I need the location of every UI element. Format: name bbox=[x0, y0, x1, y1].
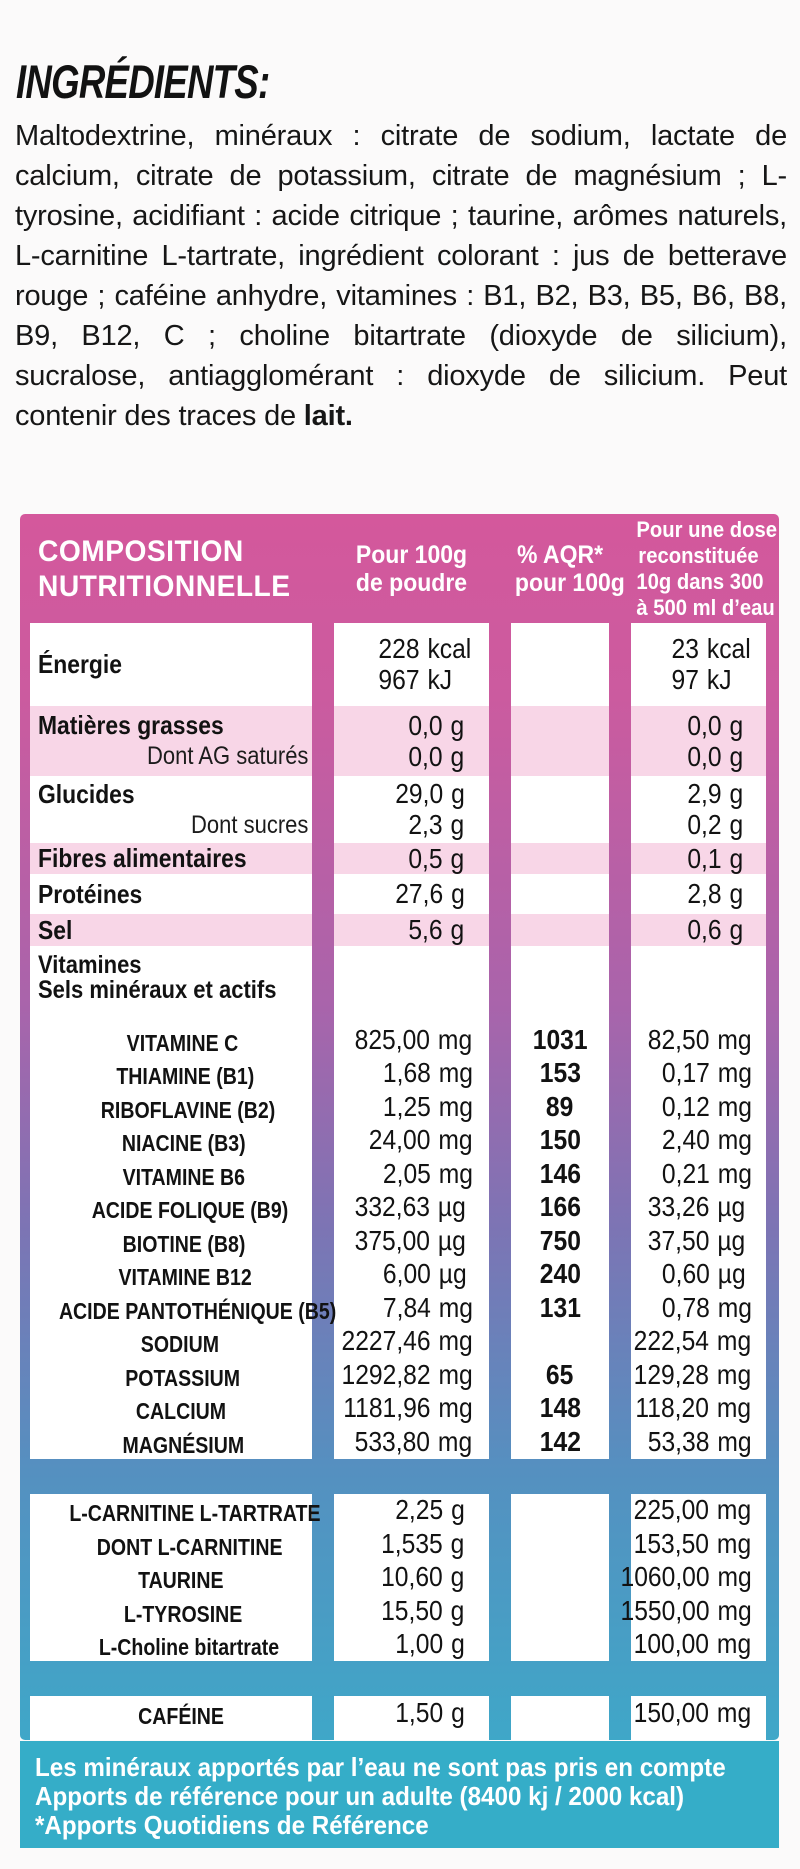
section-heading-row bbox=[30, 946, 766, 1023]
per-100g-cell bbox=[334, 1023, 489, 1057]
vitamin-row bbox=[30, 1224, 766, 1258]
value: 1292,82 mg bbox=[341, 1358, 473, 1390]
per-100g-cell bbox=[334, 1594, 489, 1628]
macro-row bbox=[30, 776, 766, 843]
value-aqr: 146 bbox=[539, 1157, 581, 1189]
dose-cell bbox=[631, 843, 766, 874]
value: 23 kcal bbox=[671, 633, 751, 664]
aqr-cell bbox=[511, 1594, 609, 1628]
row-label: Sel bbox=[38, 914, 73, 945]
row-label: POTASSIUM bbox=[125, 1364, 241, 1391]
value: 5,6 g bbox=[408, 914, 465, 945]
per-100g-cell bbox=[334, 1157, 489, 1191]
dose-cell bbox=[631, 1291, 766, 1325]
vitamin-row bbox=[30, 1628, 766, 1662]
aqr-cell bbox=[511, 1325, 609, 1359]
dose-cell bbox=[620, 1594, 766, 1628]
value: 118,20 mg bbox=[635, 1392, 752, 1424]
row-label: L-Choline bitartrate bbox=[98, 1634, 280, 1660]
row-label-cell bbox=[30, 1258, 312, 1292]
table-title-line1: COMPOSITION bbox=[38, 534, 244, 568]
dose-cell bbox=[631, 874, 766, 914]
row-label: Fibres alimentaires bbox=[38, 843, 247, 873]
dose-cell bbox=[631, 1358, 766, 1392]
dose-cell bbox=[631, 1224, 766, 1258]
row-label: SODIUM bbox=[140, 1331, 219, 1357]
aqr-cell bbox=[511, 1124, 609, 1158]
aqr-cell bbox=[511, 623, 609, 706]
value: 0,17 mg bbox=[661, 1057, 752, 1089]
value: 37,50 µg bbox=[647, 1224, 746, 1256]
filler-row bbox=[30, 1730, 766, 1741]
value: 1181,96 mg bbox=[343, 1392, 473, 1424]
dose-cell bbox=[620, 1561, 766, 1595]
ingredients-text: Maltodextrine, minéraux : citrate de sodium, lactate de calcium, citrate de potassium, citrate de magnésium ; L-tyrosine, acidifiant : acide citrique ; taurine, arômes naturels, L-carnitine L-tartrate, ingrédient colorant : jus de betterave rouge ; caféine anhydre, vitamines : B1, B2, B3, B5, B6, B8, B9, B12, C ; choline bitartrate (dioxyde de silicium), sucralose, antiagglomérant : dioxyde de silicium. Peut contenir des traces de bbox=[15, 120, 787, 432]
value: 0,60 µg bbox=[661, 1258, 746, 1290]
value-aqr: 89 bbox=[546, 1090, 574, 1122]
value-aqr: 1031 bbox=[532, 1023, 588, 1055]
row-label-cell bbox=[30, 914, 312, 946]
vitamin-row bbox=[30, 1696, 766, 1730]
macro-row bbox=[30, 874, 766, 914]
col-header-dose: Pour une dose reconstituée 10g dans 300 à 500 ml d’eau bbox=[636, 517, 777, 620]
per-100g-cell bbox=[334, 1392, 489, 1426]
value: 150,00 mg bbox=[633, 1696, 752, 1728]
value-aqr: 153 bbox=[539, 1057, 581, 1089]
table-title-line2: NUTRITIONNELLE bbox=[38, 569, 291, 603]
table-header bbox=[30, 514, 777, 623]
row-label: L-TYROSINE bbox=[124, 1600, 243, 1627]
aqr-cell bbox=[511, 1494, 609, 1528]
value: 129,28 mg bbox=[633, 1358, 752, 1390]
dose-cell bbox=[631, 1325, 766, 1359]
aqr-cell bbox=[511, 1090, 609, 1124]
vitamin-row bbox=[30, 1157, 766, 1191]
footnote bbox=[20, 1741, 779, 1848]
dose-cell bbox=[631, 1494, 766, 1528]
value: 97 kJ bbox=[671, 664, 732, 695]
value-aqr: 240 bbox=[539, 1258, 581, 1290]
dose-cell bbox=[631, 1157, 766, 1191]
value: 225,00 mg bbox=[633, 1494, 752, 1526]
dose-cell bbox=[631, 1023, 766, 1057]
footnote-line2: Apports de référence pour un adulte (8400 kj / 2000 kcal) bbox=[35, 1781, 685, 1811]
vitamin-row bbox=[30, 1057, 766, 1091]
dose-cell bbox=[631, 1191, 766, 1225]
value: 0,2 g bbox=[687, 809, 744, 840]
value: 1550,00 mg bbox=[620, 1594, 752, 1626]
value: 0,6 g bbox=[687, 914, 744, 945]
row-label-cell bbox=[30, 1057, 312, 1091]
row-label: VITAMINE B6 bbox=[122, 1163, 245, 1190]
value: 2,8 g bbox=[687, 878, 744, 909]
footnote-line1: Les minéraux apportés par l’eau ne sont pas pris en compte bbox=[35, 1752, 726, 1782]
row-label: CALCIUM bbox=[135, 1398, 227, 1424]
dose-cell bbox=[631, 1057, 766, 1091]
aqr-cell bbox=[511, 1392, 609, 1426]
aqr-cell bbox=[511, 1561, 609, 1595]
row-label-cell bbox=[30, 1494, 321, 1528]
row-label-cell bbox=[30, 1696, 312, 1730]
per-100g-cell bbox=[334, 1358, 489, 1392]
table-title bbox=[30, 514, 312, 623]
per-100g-cell bbox=[334, 1124, 489, 1158]
vitamin-row bbox=[30, 1023, 766, 1057]
per-100g-cell bbox=[334, 706, 489, 776]
value: 0,1 g bbox=[687, 842, 744, 874]
dose-cell bbox=[631, 1090, 766, 1124]
value-aqr: 166 bbox=[539, 1191, 581, 1223]
row-label: TAURINE bbox=[137, 1567, 224, 1593]
row-label-cell bbox=[30, 1527, 312, 1561]
row-label-cell bbox=[30, 1291, 337, 1325]
value: 15,50 g bbox=[381, 1594, 465, 1626]
macro-row bbox=[30, 843, 766, 874]
value: 1,00 g bbox=[394, 1628, 465, 1660]
vitamin-row bbox=[30, 1124, 766, 1158]
vitamin-row bbox=[30, 1561, 766, 1595]
per-100g-cell bbox=[334, 1628, 489, 1662]
row-label-cell bbox=[30, 706, 312, 776]
row-label: RIBOFLAVINE (B2) bbox=[101, 1096, 276, 1123]
per-100g-cell bbox=[334, 1696, 489, 1730]
value: 53,38 mg bbox=[647, 1425, 752, 1457]
aqr-cell bbox=[511, 1023, 609, 1057]
nutrition-table bbox=[20, 514, 779, 1740]
dose-cell bbox=[631, 1628, 766, 1662]
vitamin-row bbox=[30, 1527, 766, 1561]
aqr-cell bbox=[511, 776, 609, 843]
value: 27,6 g bbox=[394, 878, 465, 909]
value-aqr: 142 bbox=[539, 1425, 581, 1457]
ingredients-allergen: lait. bbox=[303, 400, 353, 432]
value: 332,63 µg bbox=[354, 1191, 467, 1223]
dose-cell bbox=[631, 1258, 766, 1292]
macro-row bbox=[30, 706, 766, 776]
dose-cell bbox=[631, 1527, 766, 1561]
value: 222,54 mg bbox=[633, 1325, 752, 1357]
col-header-aqr: % AQR* pour 100g bbox=[514, 540, 625, 597]
vitamin-row bbox=[30, 1594, 766, 1628]
aqr-cell bbox=[511, 1358, 609, 1392]
value: 1,535 g bbox=[381, 1527, 465, 1559]
dose-cell bbox=[631, 706, 766, 776]
dose-cell bbox=[631, 776, 766, 843]
per-100g-cell bbox=[334, 1258, 489, 1292]
value: 33,26 µg bbox=[647, 1191, 746, 1223]
per-100g-cell bbox=[334, 776, 489, 843]
value: 2,40 mg bbox=[661, 1124, 752, 1156]
row-label-cell bbox=[30, 1090, 312, 1124]
value-aqr: 65 bbox=[546, 1358, 574, 1390]
col-header-per-100g: Pour 100g de poudre bbox=[355, 540, 468, 597]
value-aqr: 750 bbox=[539, 1224, 581, 1256]
per-100g-cell bbox=[334, 623, 489, 706]
row-label-cell bbox=[30, 623, 312, 706]
aqr-cell bbox=[511, 1291, 609, 1325]
value: 0,0 g bbox=[408, 740, 465, 772]
macro-row bbox=[30, 914, 766, 946]
row-label-cell bbox=[30, 874, 312, 914]
per-100g-cell bbox=[334, 1561, 489, 1595]
row-label: ACIDE PANTOTHÉNIQUE (B5) bbox=[58, 1297, 337, 1324]
vitamin-row bbox=[30, 1325, 766, 1359]
section-heading-line: Vitamines bbox=[38, 951, 142, 979]
value: 2,25 g bbox=[394, 1494, 465, 1526]
value: 2,05 mg bbox=[382, 1157, 473, 1189]
row-label-cell bbox=[30, 1358, 312, 1392]
value: 2227,46 mg bbox=[341, 1325, 473, 1357]
per-100g-cell bbox=[334, 1325, 489, 1359]
footnote-line3: *Apports Quotidiens de Référence bbox=[35, 1810, 429, 1840]
value: 375,00 µg bbox=[354, 1224, 467, 1256]
row-label: Protéines bbox=[38, 878, 143, 909]
value: 2,3 g bbox=[408, 809, 465, 840]
row-sublabel: Dont sucres bbox=[190, 810, 308, 839]
per-100g-cell bbox=[334, 1191, 489, 1225]
vitamin-row bbox=[30, 1291, 766, 1325]
value: 0,0 g bbox=[687, 709, 744, 741]
dose-cell bbox=[631, 623, 766, 706]
row-sublabel: Dont AG saturés bbox=[146, 742, 308, 770]
row-label-cell bbox=[30, 776, 312, 843]
value: 1060,00 mg bbox=[620, 1561, 752, 1593]
aqr-cell bbox=[511, 1696, 609, 1730]
aqr-cell bbox=[511, 1224, 609, 1258]
row-label: VITAMINE B12 bbox=[118, 1264, 252, 1290]
dose-cell bbox=[631, 1425, 766, 1459]
value-aqr: 131 bbox=[539, 1291, 581, 1323]
ingredients-paragraph bbox=[15, 116, 787, 436]
section-heading-line: Sels minéraux et actifs bbox=[38, 976, 277, 1004]
aqr-cell bbox=[511, 914, 609, 946]
vitamin-row bbox=[30, 1090, 766, 1124]
aqr-cell bbox=[511, 1157, 609, 1191]
value: 825,00 mg bbox=[354, 1023, 473, 1055]
row-label: L-CARNITINE L-TARTRATE bbox=[69, 1500, 321, 1526]
row-label: ACIDE FOLIQUE (B9) bbox=[92, 1197, 289, 1223]
value: 10,60 g bbox=[381, 1561, 465, 1593]
macro-row bbox=[30, 623, 766, 706]
dose-cell bbox=[631, 1696, 766, 1730]
row-label-cell bbox=[30, 1191, 312, 1225]
value: 0,21 mg bbox=[661, 1157, 752, 1189]
value: 967 kJ bbox=[378, 664, 453, 695]
aqr-cell bbox=[511, 706, 609, 776]
row-label: Matières grasses bbox=[38, 710, 224, 740]
row-label: Glucides bbox=[38, 778, 135, 809]
vitamin-row bbox=[30, 1392, 766, 1426]
aqr-cell bbox=[511, 1628, 609, 1662]
aqr-cell bbox=[511, 843, 609, 874]
value-aqr: 148 bbox=[539, 1392, 581, 1424]
aqr-cell bbox=[511, 1527, 609, 1561]
value: 533,80 mg bbox=[354, 1425, 473, 1457]
aqr-cell bbox=[511, 1258, 609, 1292]
value: 0,0 g bbox=[687, 740, 744, 772]
per-100g-cell bbox=[334, 1291, 489, 1325]
ingredients-title: INGRÉDIENTS: bbox=[16, 55, 270, 108]
per-100g-cell bbox=[334, 914, 489, 946]
value: 24,00 mg bbox=[368, 1124, 473, 1156]
value: 100,00 mg bbox=[633, 1628, 752, 1660]
per-100g-cell bbox=[334, 1494, 489, 1528]
row-label-cell bbox=[30, 1157, 312, 1191]
value: 6,00 µg bbox=[382, 1258, 467, 1290]
row-label: CAFÉINE bbox=[137, 1702, 224, 1729]
value: 228 kcal bbox=[378, 633, 472, 664]
vitamin-row bbox=[30, 1258, 766, 1292]
value-aqr: 150 bbox=[539, 1124, 581, 1156]
row-label-cell bbox=[30, 1425, 312, 1459]
value: 0,5 g bbox=[408, 842, 465, 874]
value: 0,12 mg bbox=[661, 1090, 752, 1122]
row-label-cell bbox=[30, 843, 312, 874]
per-100g-cell bbox=[334, 1224, 489, 1258]
section-heading-cell bbox=[30, 946, 312, 1023]
value: 2,9 g bbox=[687, 778, 744, 809]
dose-cell bbox=[631, 1392, 766, 1426]
row-label-cell bbox=[30, 1628, 312, 1662]
row-label-cell bbox=[30, 1224, 312, 1258]
per-100g-cell bbox=[334, 874, 489, 914]
row-label: THIAMINE (B1) bbox=[116, 1063, 255, 1089]
vitamin-row bbox=[30, 1191, 766, 1225]
value: 1,68 mg bbox=[382, 1057, 473, 1089]
row-label-cell bbox=[30, 1594, 312, 1628]
row-label-cell bbox=[30, 1392, 312, 1426]
row-label: NIACINE (B3) bbox=[122, 1130, 246, 1156]
dose-cell bbox=[631, 914, 766, 946]
table-body bbox=[30, 623, 766, 1740]
aqr-cell bbox=[511, 1057, 609, 1091]
row-label-cell bbox=[30, 1325, 312, 1359]
per-100g-cell bbox=[334, 1057, 489, 1091]
row-label: VITAMINE C bbox=[127, 1029, 239, 1056]
per-100g-cell bbox=[334, 1527, 489, 1561]
value: 153,50 mg bbox=[633, 1527, 752, 1559]
value: 1,50 g bbox=[394, 1696, 465, 1728]
value: 7,84 mg bbox=[382, 1291, 473, 1323]
row-label: Énergie bbox=[38, 649, 122, 679]
vitamin-row bbox=[30, 1494, 766, 1528]
value: 29,0 g bbox=[394, 778, 465, 809]
value: 0,78 mg bbox=[661, 1291, 752, 1323]
vitamin-row bbox=[30, 1425, 766, 1459]
per-100g-cell bbox=[334, 1425, 489, 1459]
per-100g-cell bbox=[334, 843, 489, 874]
row-label: BIOTINE (B8) bbox=[122, 1230, 246, 1257]
row-label: MAGNÉSIUM bbox=[122, 1431, 245, 1458]
value: 1,25 mg bbox=[382, 1090, 473, 1122]
aqr-cell bbox=[511, 1425, 609, 1459]
per-100g-cell bbox=[334, 1090, 489, 1124]
aqr-cell bbox=[511, 874, 609, 914]
row-label: DONT L-CARNITINE bbox=[96, 1533, 283, 1560]
aqr-cell bbox=[511, 1191, 609, 1225]
dose-cell bbox=[631, 1124, 766, 1158]
value: 0,0 g bbox=[408, 709, 465, 741]
row-label-cell bbox=[30, 1561, 312, 1595]
value: 82,50 mg bbox=[647, 1023, 752, 1055]
vitamin-row bbox=[30, 1358, 766, 1392]
row-label-cell bbox=[30, 1023, 312, 1057]
row-label-cell bbox=[30, 1124, 312, 1158]
